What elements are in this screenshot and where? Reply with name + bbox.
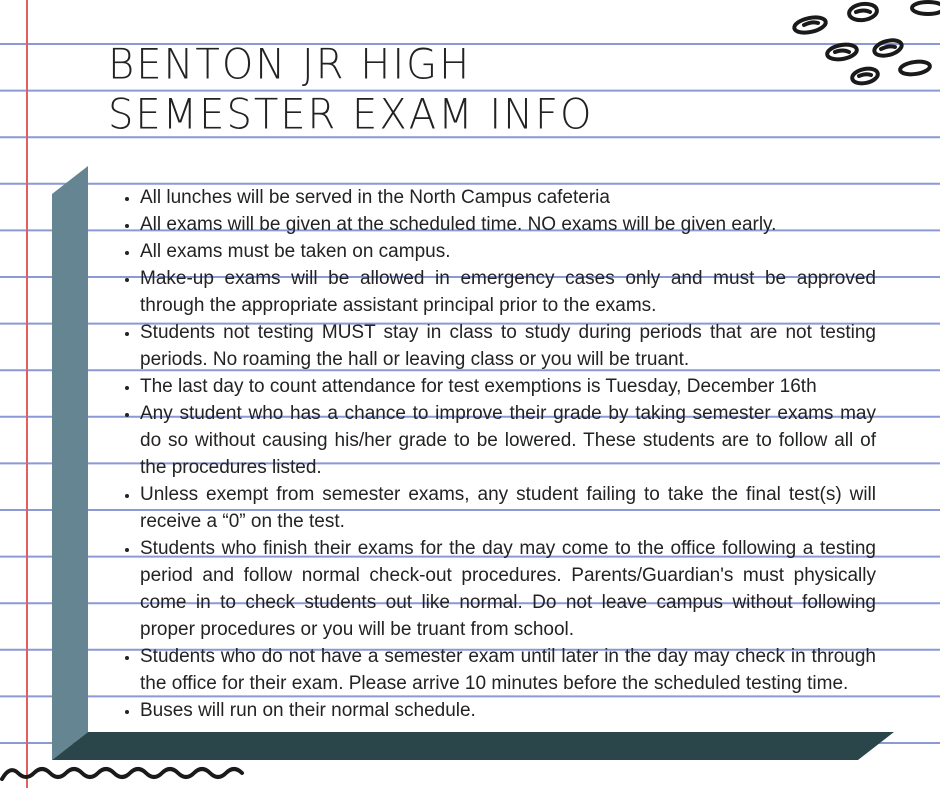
exam-info-panel [88,166,894,732]
scribble-ovals-doodle [780,0,940,90]
info-item: • Make-up exams will be allowed in emergency cases only and must be approved through the appropriate assistant principal prior to the exams. [140,265,876,319]
info-item: • All lunches will be served in the North Campus cafeteria [140,184,876,211]
info-item: • All exams will be given at the scheduled time. NO exams will be given early. [140,211,876,238]
page-title-line-2: SEMESTER EXAM INFO [108,90,594,140]
info-item: • Students who do not have a semester exam until later in the day may check in through the office for their exam. Please arrive 10 minutes before the scheduled testing time. [140,643,876,697]
exam-info-list [118,184,876,724]
page-title-line-1: BENTON JR HIGH [108,40,472,90]
info-item: • Students not testing MUST stay in class to study during periods that are not testing periods. No roaming the hall or leaving class or you will be truant. [140,319,876,373]
info-item: • All exams must be taken on campus. [140,238,876,265]
info-item: • Students who finish their exams for the day may come to the office following a testing period and follow normal check-out procedures. Parents/Guardian's must physically come in to check students out like normal. Do not leave campus without following proper procedures or you will be truant from school. [140,535,876,643]
zigzag-squiggle-decoration [0,755,250,788]
info-item: • The last day to count attendance for test exemptions is Tuesday, December 16th [140,373,876,400]
info-item: • Buses will run on their normal schedule. [140,697,876,724]
panel-left-side [52,166,88,760]
info-item: • Any student who has a chance to improve their grade by taking semester exams may do so without causing his/her grade to be lowered. These students are to follow all of the procedures listed. [140,400,876,481]
info-item: • Unless exempt from semester exams, any student failing to take the final test(s) will receive a “0” on the test. [140,481,876,535]
